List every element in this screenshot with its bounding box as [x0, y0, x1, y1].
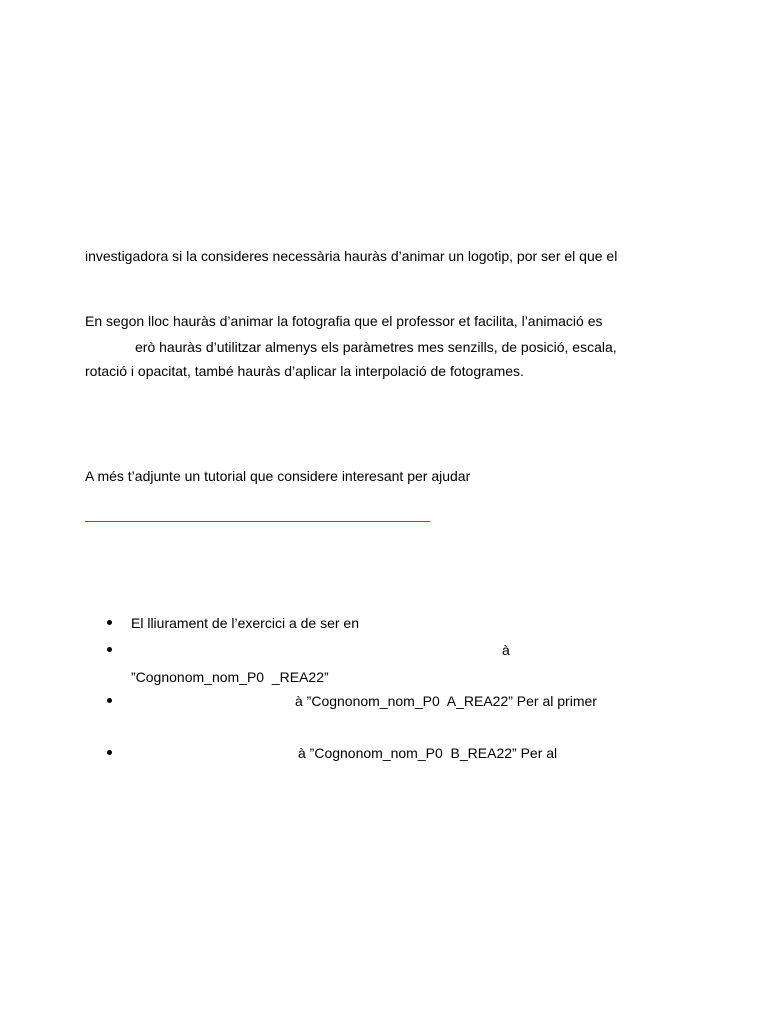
- bullet-dot: [107, 698, 112, 703]
- bullet-item-4: à ”Cognonom_nom_P0 B_REA22” Per al: [298, 745, 558, 761]
- bullet-item-2-continuation: ”Cognonom_nom_P0 _REA22”: [131, 669, 329, 685]
- paragraph-2-line-3: rotació i opacitat, també hauràs d’aplicar la interpolació de fotogrames.: [85, 363, 524, 379]
- bullet-item-2: à: [502, 642, 510, 658]
- tutorial-link-underline[interactable]: [85, 521, 430, 522]
- paragraph-3-line-1: A més t’adjunte un tutorial que considere interesant per ajudar: [85, 468, 471, 484]
- bullet-dot: [107, 620, 112, 625]
- paragraph-1-line-1: investigadora si la consideres necessària hauràs d’animar un logotip, por ser el que el: [85, 248, 618, 264]
- bullet-dot: [107, 750, 112, 755]
- bullet-item-3: à ”Cognonom_nom_P0 A_REA22” Per al primer: [295, 693, 597, 709]
- paragraph-2-line-1: En segon lloc hauràs d’animar la fotografia que el professor et facilita, l’animació es: [85, 313, 603, 329]
- paragraph-2-line-2: erò hauràs d’utilitzar almenys els paràmetres mes senzills, de posició, escala,: [135, 339, 617, 355]
- bullet-dot: [107, 647, 112, 652]
- bullet-item-1: El lliurament de l’exercici a de ser en: [131, 615, 359, 631]
